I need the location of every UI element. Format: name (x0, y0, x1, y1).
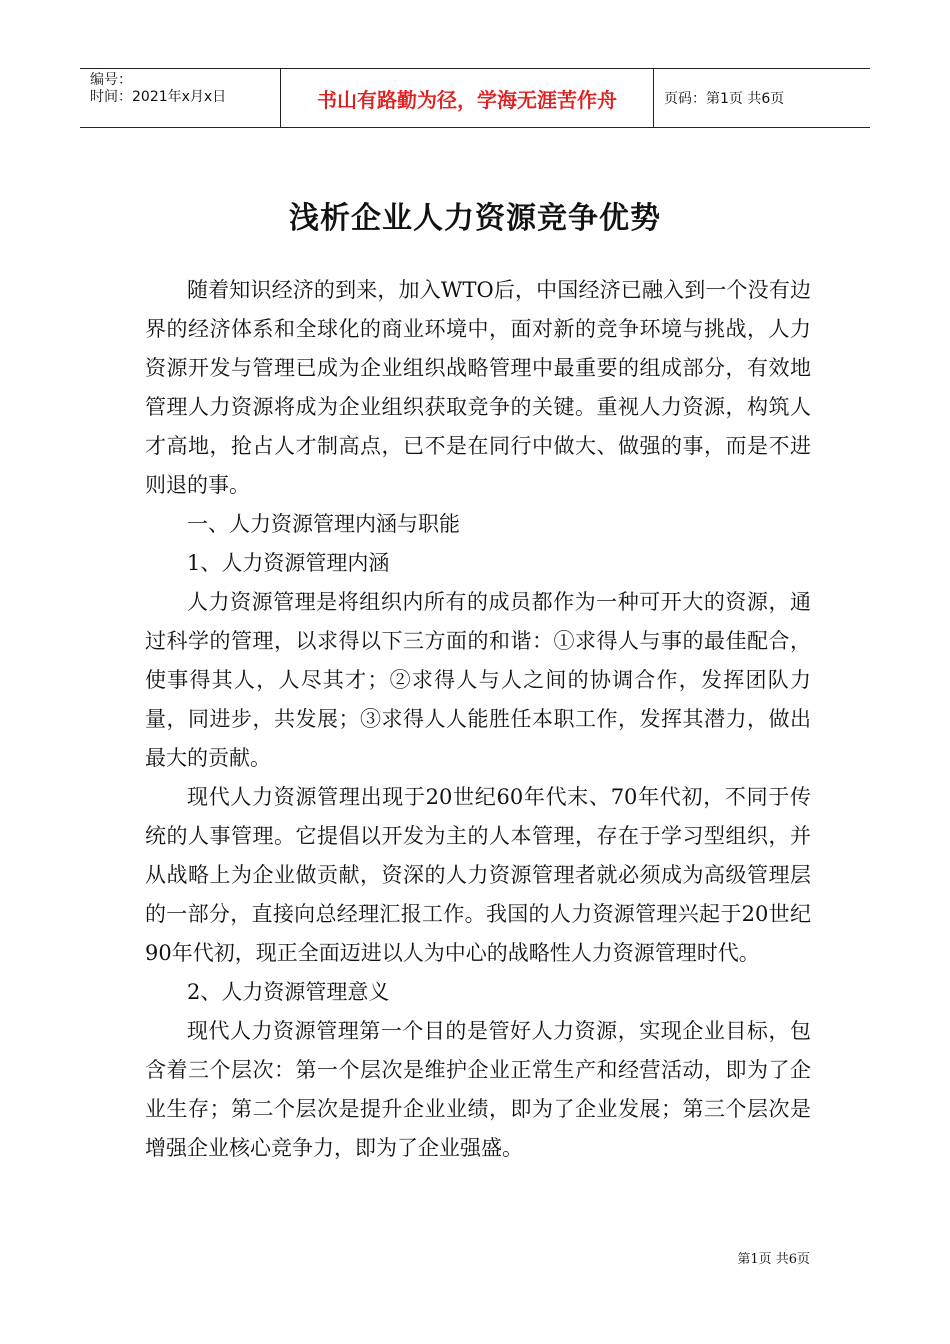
paragraph-hr-history: 现代人力资源管理出现于20世纪60年代末、70年代初，不同于传统的人事管理。它提倡以开发为主的人本管理，存在于学习型组织，并从战略上为企业做贡献，资深的人力资源管理者就必须成为高级管理层的一部分，直接向总经理汇报工作。我国的人力资源管理兴起于20世纪90年代初，现正全面迈进以人为中心的战略性人力资源管理时代。 (145, 785, 811, 965)
document-body (145, 271, 811, 1168)
header-motto: 书山有路勤为径，学海无涯苦作舟 (281, 69, 654, 127)
paragraph-intro: 随着知识经济的到来，加入WTO后，中国经济已融入到一个没有边界的经济体系和全球化的商业环境中，面对新的竞争环境与挑战，人力资源开发与管理已成为企业组织战略管理中最重要的组成部分，有效地管理人力资源将成为企业组织获取竞争的关键。重视人力资源，构筑人才高地，抢占人才制高点，已不是在同行中做大、做强的事，而是不进则退的事。 (145, 278, 811, 497)
subsection-heading-1-2: 2、人力资源管理意义 (187, 980, 390, 1004)
document-title: 浅析企业人力资源竞争优势 (289, 201, 661, 236)
section-heading-1: 一、人力资源管理内涵与职能 (187, 512, 460, 536)
subsection-heading-1-1: 1、人力资源管理内涵 (187, 551, 390, 575)
document-time-label: 时间：2021年x月x日 (90, 89, 227, 105)
paragraph-hr-connotation: 人力资源管理是将组织内所有的成员都作为一种可开大的资源，通过科学的管理，以求得以下三方面的和谐：①求得人与事的最佳配合，使事得其人，人尽其才；②求得人与人之间的协调合作，发挥团队力量，同进步，共发展；③求得人人能胜任本职工作，发挥其潜力，做出最大的贡献。 (145, 590, 811, 770)
header-meta (80, 69, 281, 127)
paragraph-hr-significance: 现代人力资源管理第一个目的是管好人力资源，实现企业目标，包含着三个层次：第一个层次是维护企业正常生产和经营活动，即为了企业生存；第二个层次是提升企业业绩，即为了企业发展；第三个层次是增强企业核心竞争力，即为了企业强盛。 (145, 1019, 811, 1160)
document-number-label: 编号： (90, 72, 132, 88)
header-page-info: 页码：第1页 共6页 (664, 91, 785, 107)
page-header (80, 68, 870, 128)
page-footer-number: 第1页 共6页 (737, 1252, 810, 1267)
